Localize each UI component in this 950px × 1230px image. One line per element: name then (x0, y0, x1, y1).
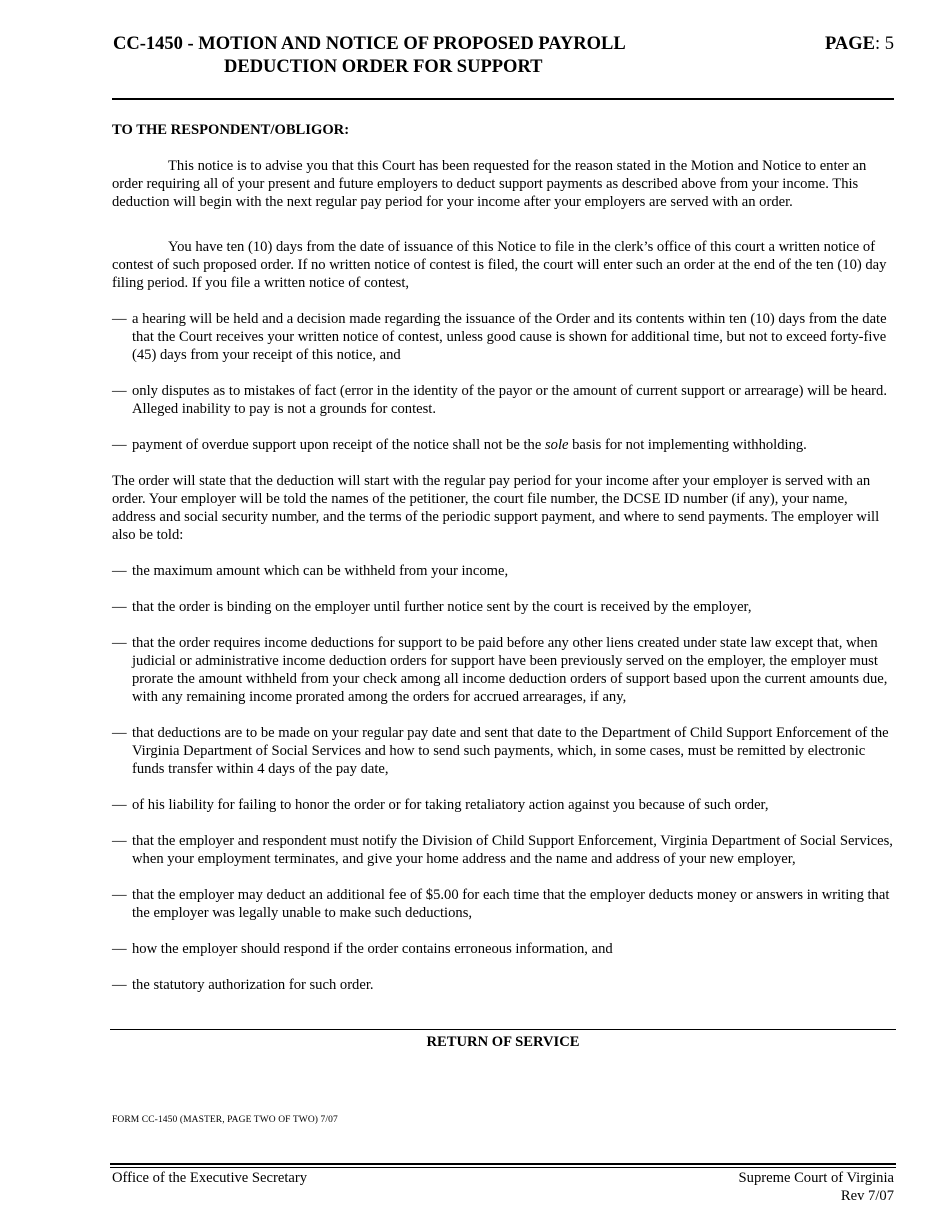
notice-body (112, 121, 894, 994)
dash-marker: — (112, 383, 127, 399)
footer-court-name: Supreme Court of Virginia (738, 1170, 894, 1186)
dash-marker: — (112, 635, 127, 651)
list-item-text: the maximum amount which can be withheld from your income, (132, 563, 509, 579)
list-item (112, 634, 894, 706)
list-item (112, 724, 894, 778)
list-item (112, 832, 894, 868)
form-title (113, 33, 673, 79)
list-item-text: the statutory authorization for such order. (132, 977, 374, 993)
list-item (112, 976, 894, 994)
contest-list (112, 310, 894, 454)
list-item (112, 382, 894, 418)
list-item (112, 796, 894, 814)
page-number: : 5 (874, 34, 894, 54)
list-item (112, 598, 894, 616)
section-divider (110, 1029, 896, 1030)
notice-heading: TO THE RESPONDENT/OBLIGOR: (112, 122, 350, 138)
list-item-emphasis: sole (544, 437, 569, 453)
notice-paragraph-3: The order will state that the deduction will start with the regular pay period for your income after your employer is served with an order. Your employer will be told the names of the petitioner, the court file number, the DCSE ID number (if any), your name, address and social security number, and the terms of the periodic support payment, and where to send payments. The employer will also be told: (112, 473, 880, 543)
dash-marker: — (112, 887, 127, 903)
dash-marker: — (112, 797, 127, 813)
footer-divider-thick (110, 1163, 896, 1165)
list-item-text: of his liability for failing to honor the order or for taking retaliatory action against you because of such order, (132, 797, 769, 813)
dash-marker: — (112, 725, 127, 741)
footer-court (739, 1169, 894, 1205)
form-identifier: FORM CC-1450 (MASTER, PAGE TWO OF TWO) 7/07 (112, 1115, 338, 1125)
list-item-text: that the employer and respondent must notify the Division of Child Support Enforcement, Virginia Department of Social Services, when your employment terminates, and give your home address and the name and address of your new employer, (132, 833, 893, 867)
notice-paragraph-2: You have ten (10) days from the date of issuance of this Notice to file in the clerk’s office of this court a written notice of contest of such proposed order. If no written notice of contest is filed, the court will enter such an order at the end of the ten (10) day filing period. If you file a written notice of contest, (112, 239, 887, 291)
dash-marker: — (112, 563, 127, 579)
page-label: PAGE (824, 34, 875, 54)
list-item (112, 940, 894, 958)
page-indicator (825, 33, 894, 56)
notice-paragraph-1: This notice is to advise you that this Court has been requested for the reason stated in the Motion and Notice to enter an order requiring all of your present and future employers to deduct support payments as described above from your income. This deduction will begin with the next regular pay period for your income after your employers are served with an order. (112, 158, 867, 210)
list-item-text-start: payment of overdue support upon receipt of the notice shall not be the (132, 437, 545, 453)
employer-list (112, 562, 894, 994)
list-item-text: that the order is binding on the employer until further notice sent by the court is received by the employer, (132, 599, 752, 615)
list-item (112, 310, 894, 364)
list-item-text-end: basis for not implementing withholding. (568, 437, 807, 453)
list-item-text: how the employer should respond if the order contains erroneous information, and (132, 941, 613, 957)
list-item (112, 562, 894, 580)
dash-marker: — (112, 599, 127, 615)
footer-divider-thin (110, 1167, 896, 1168)
form-title-line2: DEDUCTION ORDER FOR SUPPORT (224, 57, 543, 77)
header-divider (112, 98, 894, 100)
dash-marker: — (112, 437, 127, 453)
form-title-line1: CC-1450 - MOTION AND NOTICE OF PROPOSED PAYROLL (113, 34, 626, 54)
list-item-text: that the employer may deduct an additional fee of $5.00 for each time that the employer deducts money or answers in writing that the employer was legally unable to make such deductions, (132, 887, 890, 921)
dash-marker: — (112, 833, 127, 849)
dash-marker: — (112, 311, 127, 327)
list-item-text: that deductions are to be made on your regular pay date and sent that date to the Department of Child Support Enforcement of the Virginia Department of Social Services and how to send such payments, which, in some cases, must be remitted by electronic funds transfer within 4 days of the pay date, (132, 725, 889, 777)
list-item-text: only disputes as to mistakes of fact (error in the identity of the payor or the amount of current support or arrearage) will be heard. Alleged inability to pay is not a grounds for contest. (132, 383, 887, 417)
footer-office: Office of the Executive Secretary (112, 1170, 308, 1186)
dash-marker: — (112, 941, 127, 957)
list-item (112, 886, 894, 922)
list-item (112, 436, 894, 454)
list-item-text: a hearing will be held and a decision made regarding the issuance of the Order and its contents within ten (10) days from the date that the Court receives your written notice of contest, unless good cause is shown for additional time, but not to exceed forty-five (45) days from your receipt of this notice, and (132, 311, 887, 363)
return-of-service-heading: RETURN OF SERVICE (426, 1034, 580, 1050)
footer-revision: Rev 7/07 (840, 1188, 894, 1204)
dash-marker: — (112, 977, 127, 993)
list-item-text: that the order requires income deductions for support to be paid before any other liens created under state law except that, when judicial or administrative income deduction orders for support have been previously served on the employer, the employer must prorate the amount withheld from your check among all income deduction orders of support based upon the current amounts due, with any remaining income prorated among the orders for accrued arrearages, if any, (132, 635, 888, 705)
